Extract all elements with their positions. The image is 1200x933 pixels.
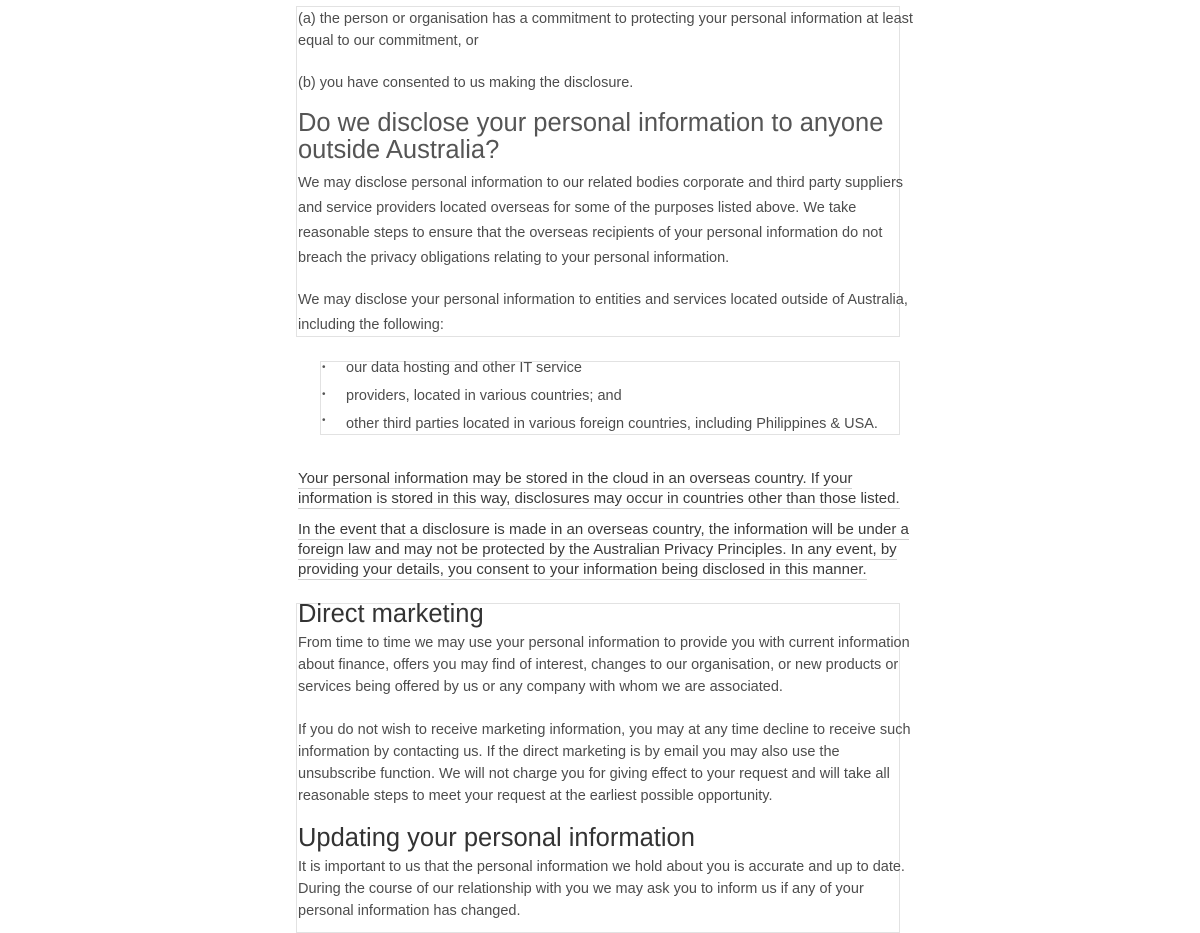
- bullet-item: our data hosting and other IT service: [346, 360, 582, 376]
- text-line: unsubscribe function. We will not charge you for giving effect to your request and will take all: [298, 766, 890, 782]
- text-line: and service providers located overseas for some of the purposes listed above. We take: [298, 200, 857, 216]
- text-line: During the course of our relationship with you we may ask you to inform us if any of your: [298, 881, 864, 897]
- overseas-paragraph-1: [298, 171, 903, 271]
- text-line: information is stored in this way, disclosures may occur in countries other than those listed.: [298, 490, 900, 507]
- overseas-disclosure-paragraph: [298, 520, 909, 580]
- text-line: foreign law and may not be protected by the Australian Privacy Principles. In any event, by: [298, 541, 897, 558]
- overseas-paragraph-2: [298, 288, 908, 338]
- cloud-storage-paragraph: [298, 469, 900, 509]
- text-line: If you do not wish to receive marketing information, you may at any time decline to receive such: [298, 722, 911, 738]
- bullet-item: providers, located in various countries; and: [346, 388, 622, 404]
- text-line: including the following:: [298, 317, 444, 333]
- marketing-paragraph-1: [298, 632, 910, 698]
- text-line: providing your details, you consent to your information being disclosed in this manner.: [298, 561, 867, 578]
- overseas-heading: [298, 110, 883, 164]
- condition-a-line1: (a) the person or organisation has a commitment to protecting your personal information at least: [298, 11, 913, 27]
- text-line: breach the privacy obligations relating to your personal information.: [298, 250, 730, 266]
- text-line: Your personal information may be stored in the cloud in an overseas country. If your: [298, 470, 853, 487]
- text-line: reasonable steps to meet your request at the earliest possible opportunity.: [298, 788, 773, 804]
- text-line: information by contacting us. If the direct marketing is by email you may also use the: [298, 744, 840, 760]
- text-line: In the event that a disclosure is made in an overseas country, the information will be under a: [298, 521, 909, 538]
- text-line: personal information has changed.: [298, 903, 521, 919]
- text-line: services being offered by us or any company with whom we are associated.: [298, 679, 783, 695]
- condition-b: (b) you have consented to us making the disclosure.: [298, 75, 634, 91]
- updating-paragraph-1: [298, 856, 905, 922]
- text-line: We may disclose personal information to our related bodies corporate and third party suppliers: [298, 175, 904, 191]
- text-line: It is important to us that the personal information we hold about you is accurate and up to date.: [298, 859, 905, 875]
- bullet-icon: •: [322, 415, 326, 426]
- direct-marketing-heading: Direct marketing: [298, 600, 484, 628]
- text-line: about finance, offers you may find of interest, changes to our organisation, or new products or: [298, 657, 899, 673]
- marketing-paragraph-2: [298, 719, 911, 807]
- overseas-heading-line2: outside Australia?: [298, 136, 500, 164]
- text-line: From time to time we may use your personal information to provide you with current information: [298, 635, 910, 651]
- condition-a-line2: equal to our commitment, or: [298, 33, 479, 49]
- text-line: We may disclose your personal information to entities and services located outside of Australia,: [298, 292, 908, 308]
- bullet-item: other third parties located in various foreign countries, including Philippines & USA.: [346, 416, 878, 432]
- condition-a: [298, 8, 913, 52]
- bullet-icon: •: [322, 362, 326, 373]
- updating-heading: Updating your personal information: [298, 824, 695, 852]
- overseas-heading-line1: Do we disclose your personal information to anyone: [298, 109, 884, 137]
- text-line: reasonable steps to ensure that the overseas recipients of your personal information do not: [298, 225, 883, 241]
- bullet-icon: •: [322, 389, 326, 400]
